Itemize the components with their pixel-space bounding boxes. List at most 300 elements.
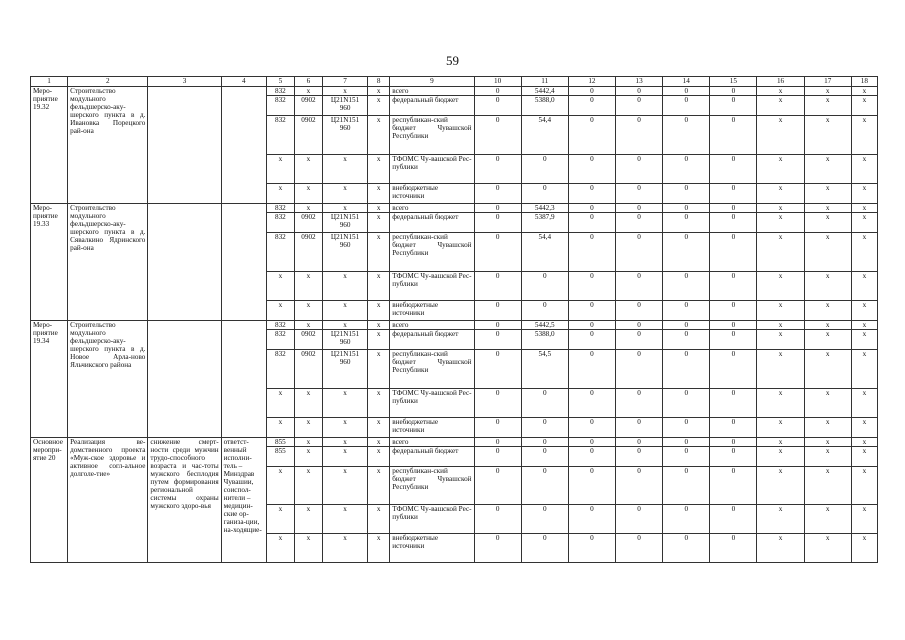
value-cell: 0 xyxy=(474,233,521,272)
value-cell: 54,5 xyxy=(521,350,568,389)
value-cell: x xyxy=(757,447,804,467)
value-cell: x xyxy=(757,184,804,204)
code-cell: 832 xyxy=(266,321,294,330)
measure-goal-cell xyxy=(148,87,221,204)
code-cell: x xyxy=(368,96,390,116)
value-cell: 0 xyxy=(663,213,710,233)
value-cell: 0 xyxy=(568,330,615,350)
value-cell: 0 xyxy=(616,534,663,563)
funding-source-cell: ТФОМС Чу-вашской Рес-публики xyxy=(390,155,474,184)
measure-name-cell: Основное меропри-ятие 20 xyxy=(31,438,68,563)
code-cell: x xyxy=(294,389,322,418)
value-cell: 0 xyxy=(521,155,568,184)
funding-source-cell: всего xyxy=(390,438,474,447)
column-number: 5 xyxy=(266,77,294,87)
value-cell: 0 xyxy=(474,155,521,184)
measure-executor-cell xyxy=(221,204,266,321)
code-cell: x xyxy=(323,204,368,213)
value-cell: 0 xyxy=(710,321,757,330)
column-number-row xyxy=(31,77,878,87)
column-number: 15 xyxy=(710,77,757,87)
value-cell: 0 xyxy=(568,272,615,301)
column-number: 17 xyxy=(804,77,851,87)
value-cell: 0 xyxy=(616,301,663,321)
value-cell: 0 xyxy=(616,438,663,447)
code-cell: 0902 xyxy=(294,233,322,272)
code-cell: x xyxy=(266,301,294,321)
funding-source-cell: федеральный бюджет xyxy=(390,213,474,233)
value-cell: x xyxy=(804,155,851,184)
value-cell: 0 xyxy=(663,505,710,534)
value-cell: 0 xyxy=(710,350,757,389)
measure-executor-cell xyxy=(221,321,266,438)
value-cell: x xyxy=(804,204,851,213)
code-cell: x xyxy=(294,204,322,213)
table-row xyxy=(31,321,878,330)
value-cell: 0 xyxy=(663,447,710,467)
code-cell: x xyxy=(368,204,390,213)
value-cell: 0 xyxy=(616,389,663,418)
value-cell: x xyxy=(757,389,804,418)
code-cell: Ц21N151 960 xyxy=(323,96,368,116)
value-cell: 0 xyxy=(474,301,521,321)
code-cell: 0902 xyxy=(294,116,322,155)
measure-title-cell: Строительство модульного фельдшерско-аку-шерского пункта в д. Новое Арла-ново Яльчикского района xyxy=(68,321,148,438)
code-cell: x xyxy=(368,505,390,534)
value-cell: 0 xyxy=(521,301,568,321)
value-cell: 0 xyxy=(568,447,615,467)
code-cell: x xyxy=(368,87,390,96)
code-cell: 0902 xyxy=(294,350,322,389)
code-cell: x xyxy=(294,534,322,563)
value-cell: x xyxy=(804,321,851,330)
column-number: 2 xyxy=(68,77,148,87)
measure-title-cell: Реализация ве-домственного проекта «Муж-ское здоровье и активное согл-альное долголе-тие» xyxy=(68,438,148,563)
value-cell: 0 xyxy=(568,467,615,505)
code-cell: Ц21N151 960 xyxy=(323,213,368,233)
value-cell: x xyxy=(757,155,804,184)
value-cell: x xyxy=(757,116,804,155)
code-cell: x xyxy=(323,389,368,418)
value-cell: 0 xyxy=(568,87,615,96)
value-cell: 0 xyxy=(663,330,710,350)
value-cell: x xyxy=(851,330,877,350)
value-cell: 0 xyxy=(474,272,521,301)
funding-source-cell: всего xyxy=(390,321,474,330)
page-number: 59 xyxy=(446,53,459,68)
code-cell: x xyxy=(294,505,322,534)
value-cell: 0 xyxy=(616,155,663,184)
column-number: 9 xyxy=(390,77,474,87)
value-cell: 0 xyxy=(710,96,757,116)
code-cell: 832 xyxy=(266,350,294,389)
value-cell: 0 xyxy=(568,321,615,330)
value-cell: 0 xyxy=(710,467,757,505)
value-cell: 0 xyxy=(568,204,615,213)
value-cell: x xyxy=(804,447,851,467)
value-cell: 0 xyxy=(568,505,615,534)
value-cell: 0 xyxy=(474,96,521,116)
code-cell: x xyxy=(266,272,294,301)
value-cell: 0 xyxy=(710,447,757,467)
code-cell: 0902 xyxy=(294,96,322,116)
value-cell: 0 xyxy=(616,96,663,116)
value-cell: 0 xyxy=(663,350,710,389)
code-cell: x xyxy=(368,301,390,321)
value-cell: x xyxy=(804,438,851,447)
value-cell: x xyxy=(757,233,804,272)
value-cell: x xyxy=(757,534,804,563)
column-number: 1 xyxy=(31,77,68,87)
value-cell: 0 xyxy=(663,321,710,330)
funding-source-cell: внебюджетные источники xyxy=(390,534,474,563)
code-cell: x xyxy=(368,438,390,447)
value-cell: x xyxy=(804,389,851,418)
value-cell: 0 xyxy=(663,534,710,563)
table-row xyxy=(31,87,878,96)
value-cell: 0 xyxy=(474,505,521,534)
value-cell: x xyxy=(757,321,804,330)
value-cell: x xyxy=(851,116,877,155)
value-cell: x xyxy=(804,505,851,534)
code-cell: 0902 xyxy=(294,213,322,233)
value-cell: 0 xyxy=(568,301,615,321)
value-cell: 0 xyxy=(474,447,521,467)
value-cell: x xyxy=(757,301,804,321)
column-number: 18 xyxy=(851,77,877,87)
code-cell: Ц21N151 960 xyxy=(323,233,368,272)
code-cell: 0902 xyxy=(294,330,322,350)
value-cell: 0 xyxy=(710,534,757,563)
value-cell: 5387,9 xyxy=(521,213,568,233)
value-cell: 0 xyxy=(663,184,710,204)
code-cell: x xyxy=(368,534,390,563)
value-cell: 0 xyxy=(474,438,521,447)
value-cell: 0 xyxy=(616,204,663,213)
code-cell: x xyxy=(266,418,294,438)
code-cell: x xyxy=(368,389,390,418)
value-cell: 0 xyxy=(521,467,568,505)
value-cell: 0 xyxy=(710,87,757,96)
value-cell: x xyxy=(851,389,877,418)
value-cell: 0 xyxy=(710,505,757,534)
value-cell: 0 xyxy=(616,330,663,350)
value-cell: x xyxy=(804,301,851,321)
value-cell: 54,4 xyxy=(521,233,568,272)
code-cell: x xyxy=(323,418,368,438)
value-cell: x xyxy=(851,418,877,438)
table-row xyxy=(31,204,878,213)
column-number: 12 xyxy=(568,77,615,87)
column-number: 7 xyxy=(323,77,368,87)
column-number: 3 xyxy=(148,77,221,87)
value-cell: x xyxy=(757,272,804,301)
code-cell: x xyxy=(294,272,322,301)
value-cell: 0 xyxy=(663,438,710,447)
code-cell: 832 xyxy=(266,233,294,272)
code-cell: x xyxy=(266,155,294,184)
value-cell: 0 xyxy=(710,213,757,233)
measure-goal-cell: снижение смерт-ности среди мужчин трудо-способного возраста и час-тоты мужского бесплодия путем формирования региональной системы охраны мужского здоро-вья xyxy=(148,438,221,563)
value-cell: 0 xyxy=(663,301,710,321)
value-cell: x xyxy=(757,330,804,350)
value-cell: 0 xyxy=(474,213,521,233)
column-number: 16 xyxy=(757,77,804,87)
value-cell: 0 xyxy=(616,350,663,389)
funding-source-cell: республикан-ский бюджет Чувашской Республики xyxy=(390,467,474,505)
value-cell: 0 xyxy=(663,272,710,301)
value-cell: 0 xyxy=(710,301,757,321)
value-cell: 5442,4 xyxy=(521,87,568,96)
code-cell: x xyxy=(266,534,294,563)
value-cell: 0 xyxy=(568,116,615,155)
code-cell: x xyxy=(323,155,368,184)
value-cell: x xyxy=(804,116,851,155)
value-cell: 0 xyxy=(521,438,568,447)
value-cell: x xyxy=(804,213,851,233)
column-number: 8 xyxy=(368,77,390,87)
value-cell: x xyxy=(804,350,851,389)
code-cell: x xyxy=(368,272,390,301)
value-cell: 0 xyxy=(616,272,663,301)
value-cell: x xyxy=(757,204,804,213)
code-cell: x xyxy=(368,467,390,505)
value-cell: 0 xyxy=(663,87,710,96)
funding-source-cell: ТФОМС Чу-вашской Рес-публики xyxy=(390,272,474,301)
funding-source-cell: ТФОМС Чу-вашской Рес-публики xyxy=(390,389,474,418)
funding-source-cell: республикан-ский бюджет Чувашской Республики xyxy=(390,233,474,272)
measure-name-cell: Меро-приятие 19.34 xyxy=(31,321,68,438)
value-cell: 0 xyxy=(521,505,568,534)
code-cell: x xyxy=(368,447,390,467)
code-cell: x xyxy=(294,467,322,505)
value-cell: 0 xyxy=(710,272,757,301)
value-cell: 0 xyxy=(568,389,615,418)
value-cell: x xyxy=(804,96,851,116)
code-cell: x xyxy=(368,184,390,204)
code-cell: x xyxy=(368,418,390,438)
measure-executor-cell: ответст-венный исполни-тель – Минздрав Чувашии, соиспол-нители – медицин-ские ор-ганиза-ции, на-ходящие- xyxy=(221,438,266,563)
code-cell: x xyxy=(323,87,368,96)
value-cell: 0 xyxy=(710,438,757,447)
funding-source-cell: федеральный бюджет xyxy=(390,96,474,116)
value-cell: x xyxy=(851,184,877,204)
measure-title-cell: Строительство модульного фельдшерско-аку-шерского пункта в д. Ивановка Порецкого рай-она xyxy=(68,87,148,204)
value-cell: x xyxy=(804,418,851,438)
value-cell: 0 xyxy=(616,213,663,233)
code-cell: 832 xyxy=(266,116,294,155)
value-cell: 0 xyxy=(710,330,757,350)
value-cell: 0 xyxy=(663,389,710,418)
value-cell: 5388,0 xyxy=(521,96,568,116)
value-cell: 0 xyxy=(474,467,521,505)
code-cell: x xyxy=(294,447,322,467)
value-cell: 0 xyxy=(663,204,710,213)
value-cell: 0 xyxy=(568,418,615,438)
value-cell: x xyxy=(851,301,877,321)
code-cell: x xyxy=(323,534,368,563)
value-cell: 0 xyxy=(474,204,521,213)
value-cell: x xyxy=(804,330,851,350)
code-cell: x xyxy=(266,505,294,534)
value-cell: x xyxy=(851,505,877,534)
value-cell: 0 xyxy=(616,467,663,505)
column-number: 14 xyxy=(663,77,710,87)
value-cell: 0 xyxy=(474,350,521,389)
table-row xyxy=(31,438,878,447)
value-cell: x xyxy=(757,505,804,534)
value-cell: 0 xyxy=(710,184,757,204)
value-cell: x xyxy=(851,438,877,447)
value-cell: x xyxy=(757,96,804,116)
code-cell: x xyxy=(368,330,390,350)
value-cell: x xyxy=(851,467,877,505)
value-cell: x xyxy=(851,534,877,563)
funding-source-cell: внебюджетные источники xyxy=(390,301,474,321)
code-cell: 855 xyxy=(266,438,294,447)
value-cell: 0 xyxy=(474,116,521,155)
value-cell: x xyxy=(757,438,804,447)
value-cell: 5442,5 xyxy=(521,321,568,330)
code-cell: Ц21N151 960 xyxy=(323,330,368,350)
code-cell: x xyxy=(323,438,368,447)
code-cell: x xyxy=(323,467,368,505)
value-cell: x xyxy=(851,447,877,467)
code-cell: 832 xyxy=(266,87,294,96)
value-cell: x xyxy=(851,321,877,330)
value-cell: x xyxy=(757,467,804,505)
value-cell: 0 xyxy=(568,155,615,184)
value-cell: 0 xyxy=(521,184,568,204)
column-number: 13 xyxy=(616,77,663,87)
value-cell: 0 xyxy=(663,116,710,155)
value-cell: 0 xyxy=(663,155,710,184)
code-cell: 832 xyxy=(266,204,294,213)
value-cell: 0 xyxy=(568,233,615,272)
value-cell: 0 xyxy=(710,418,757,438)
measure-name-cell: Меро-приятие 19.33 xyxy=(31,204,68,321)
value-cell: x xyxy=(851,213,877,233)
value-cell: 0 xyxy=(474,418,521,438)
value-cell: 5388,0 xyxy=(521,330,568,350)
measure-name-cell: Меро-приятие 19.32 xyxy=(31,87,68,204)
value-cell: x xyxy=(757,87,804,96)
value-cell: 0 xyxy=(663,418,710,438)
column-number: 11 xyxy=(521,77,568,87)
value-cell: 0 xyxy=(663,467,710,505)
code-cell: x xyxy=(294,87,322,96)
value-cell: 0 xyxy=(710,204,757,213)
value-cell: x xyxy=(804,534,851,563)
code-cell: x xyxy=(294,321,322,330)
code-cell: x xyxy=(368,233,390,272)
value-cell: 0 xyxy=(474,184,521,204)
value-cell: 0 xyxy=(521,418,568,438)
code-cell: 855 xyxy=(266,447,294,467)
code-cell: x xyxy=(266,184,294,204)
code-cell: x xyxy=(266,467,294,505)
value-cell: 0 xyxy=(474,330,521,350)
value-cell: 0 xyxy=(710,155,757,184)
column-number: 10 xyxy=(474,77,521,87)
funding-source-cell: всего xyxy=(390,204,474,213)
value-cell: x xyxy=(851,96,877,116)
code-cell: x xyxy=(294,418,322,438)
code-cell: x xyxy=(323,184,368,204)
funding-source-cell: республикан-ский бюджет Чувашской Республики xyxy=(390,350,474,389)
value-cell: 0 xyxy=(616,116,663,155)
value-cell: x xyxy=(851,272,877,301)
code-cell: Ц21N151 960 xyxy=(323,116,368,155)
value-cell: x xyxy=(851,155,877,184)
code-cell: x xyxy=(323,505,368,534)
value-cell: 0 xyxy=(568,534,615,563)
value-cell: 0 xyxy=(616,418,663,438)
code-cell: 832 xyxy=(266,213,294,233)
funding-source-cell: федеральный бюджет xyxy=(390,330,474,350)
value-cell: x xyxy=(851,204,877,213)
value-cell: 0 xyxy=(616,447,663,467)
value-cell: 0 xyxy=(521,534,568,563)
code-cell: 832 xyxy=(266,330,294,350)
value-cell: x xyxy=(804,184,851,204)
value-cell: 0 xyxy=(474,321,521,330)
value-cell: 54,4 xyxy=(521,116,568,155)
value-cell: 0 xyxy=(474,534,521,563)
value-cell: 0 xyxy=(568,213,615,233)
value-cell: 0 xyxy=(521,447,568,467)
value-cell: x xyxy=(804,233,851,272)
code-cell: x xyxy=(323,447,368,467)
value-cell: 0 xyxy=(616,184,663,204)
value-cell: 0 xyxy=(663,96,710,116)
value-cell: 0 xyxy=(521,389,568,418)
code-cell: 832 xyxy=(266,96,294,116)
funding-source-cell: внебюджетные источники xyxy=(390,418,474,438)
value-cell: 0 xyxy=(710,233,757,272)
value-cell: 5442,3 xyxy=(521,204,568,213)
column-number: 4 xyxy=(221,77,266,87)
value-cell: 0 xyxy=(521,272,568,301)
value-cell: x xyxy=(804,467,851,505)
funding-source-cell: всего xyxy=(390,87,474,96)
measure-title-cell: Строительство модульного фельдшерско-аку-шерского пункта в д. Сявалкино Ядринского рай-она xyxy=(68,204,148,321)
value-cell: x xyxy=(757,213,804,233)
value-cell: x xyxy=(757,418,804,438)
code-cell: x xyxy=(368,350,390,389)
code-cell: x xyxy=(266,389,294,418)
code-cell: x xyxy=(368,155,390,184)
value-cell: 0 xyxy=(710,116,757,155)
value-cell: 0 xyxy=(616,233,663,272)
funding-source-cell: ТФОМС Чу-вашской Рес-публики xyxy=(390,505,474,534)
code-cell: x xyxy=(323,321,368,330)
code-cell: x xyxy=(294,155,322,184)
value-cell: x xyxy=(804,272,851,301)
value-cell: x xyxy=(757,350,804,389)
code-cell: x xyxy=(323,301,368,321)
code-cell: x xyxy=(368,213,390,233)
code-cell: Ц21N151 960 xyxy=(323,350,368,389)
value-cell: 0 xyxy=(568,438,615,447)
funding-source-cell: внебюджетные источники xyxy=(390,184,474,204)
value-cell: 0 xyxy=(710,389,757,418)
value-cell: 0 xyxy=(616,505,663,534)
code-cell: x xyxy=(294,184,322,204)
value-cell: x xyxy=(851,87,877,96)
code-cell: x xyxy=(294,438,322,447)
measure-goal-cell xyxy=(148,204,221,321)
